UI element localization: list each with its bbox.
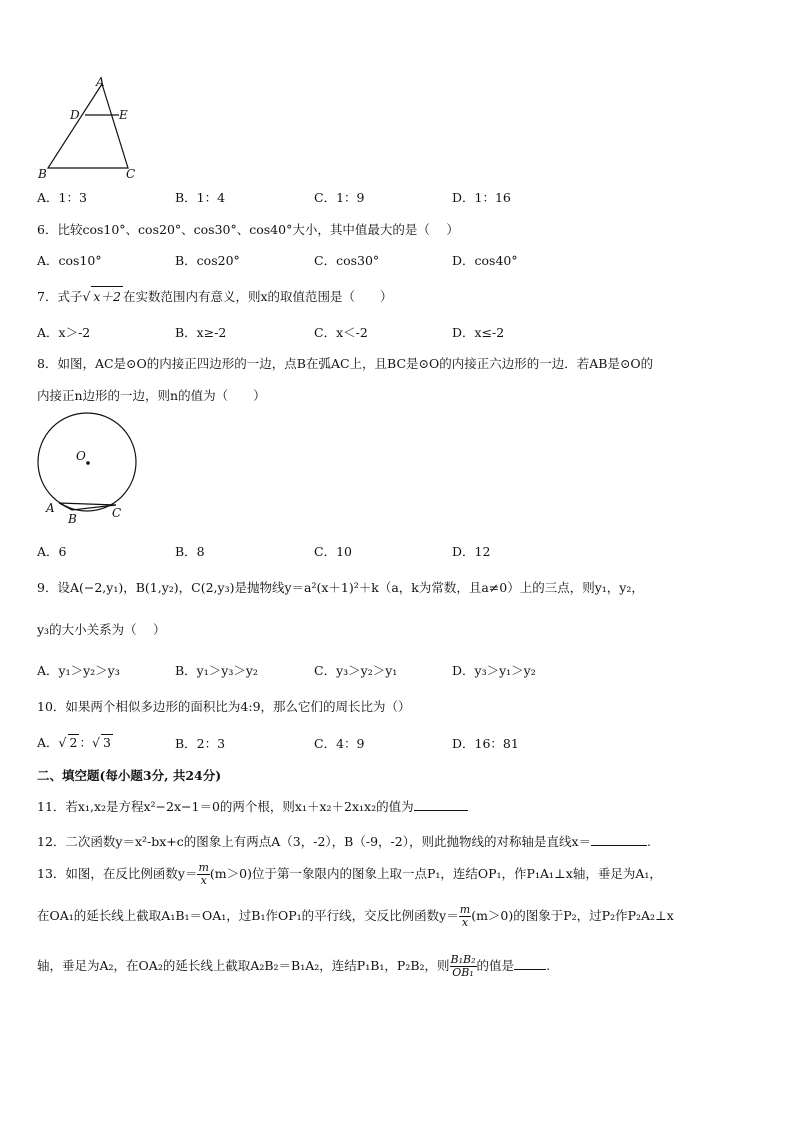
- q13-fraction-1-den: x: [200, 874, 207, 887]
- q10-option-a-root1: 2: [69, 735, 78, 750]
- q13-l1-text-a: 13．如图，在反比例函数y＝: [37, 866, 198, 881]
- radical-sign-icon: √: [82, 289, 91, 304]
- q13-fraction-1-num: m: [198, 861, 209, 874]
- q13-l2-text-a: 在OA₁的延长线上截取A₁B₁＝OA₁，过B₁作OP₁的平行线，交反比例函数y＝: [37, 908, 459, 923]
- q7-option-a[interactable]: A．x＞-2: [37, 325, 91, 340]
- q12-text: 12．二次函数y＝x²-bx+c的图象上有两点A（3，-2），B（-9，-2），则此抛物线的对称轴是直线x＝: [37, 834, 592, 849]
- q10-stem: 10．如果两个相似多边形的面积比为4:9，那么它们的周长比为（）: [37, 699, 411, 714]
- circle-label-b: B: [68, 512, 77, 526]
- vertex-label-c: C: [126, 167, 136, 181]
- q6-option-c[interactable]: C．cos30°: [314, 253, 380, 268]
- q13-fraction-3: [450, 954, 477, 979]
- circle-label-c: C: [112, 506, 122, 520]
- q12-end: .: [647, 834, 652, 849]
- q10-option-c[interactable]: C．4：9: [314, 736, 365, 751]
- q11-answer-blank[interactable]: [414, 798, 468, 811]
- q13-l3-text-a: 轴，垂足为A₂，在OA₂的延长线上截取A₂B₂＝B₁A₂，连结P₁B₁，P₂B₂，则: [37, 958, 450, 973]
- q13-fraction-2: [459, 904, 471, 929]
- triangle-figure: [30, 74, 140, 184]
- q13-answer-blank[interactable]: [514, 957, 546, 970]
- q7-suffix: 在实数范围内有意义，则x的取值范围是（ ）: [122, 289, 393, 304]
- q13-fraction-1: [197, 862, 209, 887]
- q6-option-a[interactable]: A．cos10°: [37, 253, 102, 268]
- q7-option-b[interactable]: B．x≥-2: [175, 325, 227, 340]
- q7-option-c[interactable]: C．x＜-2: [314, 325, 368, 340]
- q8-option-c[interactable]: C．10: [314, 544, 352, 559]
- q10-option-d[interactable]: D．16：81: [452, 736, 519, 751]
- q12-answer-blank[interactable]: [591, 833, 647, 846]
- vertex-label-d: D: [70, 108, 80, 122]
- q8-stem-line2: 内接正n边形的一边，则n的值为（ ）: [37, 388, 266, 403]
- q6-option-d[interactable]: D．cos40°: [452, 253, 518, 268]
- q13-end: .: [546, 958, 551, 973]
- circle-label-o: O: [76, 449, 86, 463]
- q11-text: 11．若x₁,x₂是方程x²−2x−1＝0的两个根，则x₁＋x₂＋2x₁x₂的值为: [37, 799, 414, 814]
- q5-option-b[interactable]: B．1：4: [175, 190, 226, 205]
- q5-option-d[interactable]: D．1：16: [452, 190, 511, 205]
- q13-line3: [37, 954, 550, 979]
- q13-line1: [37, 862, 662, 887]
- circle-figure: [30, 410, 150, 530]
- q9-option-d[interactable]: D．y₃＞y₁＞y₂: [452, 663, 536, 678]
- q13-line2: [37, 904, 674, 929]
- vertex-label-e: E: [119, 108, 128, 122]
- circle-label-a: A: [46, 501, 55, 515]
- q13-l3-text-b: 的值是: [476, 958, 515, 973]
- vertex-label-a: A: [96, 75, 105, 89]
- q7-option-d[interactable]: D．x≤-2: [452, 325, 505, 340]
- q8-option-d[interactable]: D．12: [452, 544, 491, 559]
- q5-option-a[interactable]: A．1：3: [37, 190, 87, 205]
- q9-option-b[interactable]: B．y₁＞y₃＞y₂: [175, 663, 258, 678]
- q5-option-c[interactable]: C．1：9: [314, 190, 365, 205]
- q7-stem: [37, 286, 393, 305]
- q8-option-a[interactable]: A．6: [37, 544, 67, 559]
- q13-fraction-3-num: B₁B₂: [450, 953, 476, 966]
- q13-fraction-2-num: m: [459, 903, 471, 916]
- q10-option-a-sep: ：: [79, 735, 92, 750]
- q8-stem-line1: 8．如图，AC是⊙O的内接正四边形的一边，点B在弧AC上，且BC是⊙O的内接正六边形的一边．若AB是⊙O的: [37, 356, 654, 371]
- q13-fraction-2-den: x: [461, 916, 469, 929]
- q10-option-a-root2: 3: [102, 735, 111, 750]
- q9-option-a[interactable]: A．y₁＞y₂＞y₃: [37, 663, 120, 678]
- q9-option-c[interactable]: C．y₃＞y₂＞y₁: [314, 663, 398, 678]
- q6-option-b[interactable]: B．cos20°: [175, 253, 240, 268]
- q6-stem: 6．比较cos10°、cos20°、cos30°、cos40°大小，其中值最大的是（ ）: [37, 222, 459, 237]
- q11-stem: [37, 797, 468, 815]
- q13-fraction-3-den: OB₁: [452, 966, 474, 979]
- radical-sign-icon: √: [58, 735, 67, 750]
- radical-sign-icon: √: [91, 735, 100, 750]
- section-title: 二、填空题(每小题3分, 共24分): [37, 768, 222, 783]
- q8-option-b[interactable]: B．8: [175, 544, 205, 559]
- q9-stem-line1: 9．设A(−2,y₁)，B(1,y₂)，C(2,y₃)是抛物线y＝a²(x＋1)²＋k（a，k为常数，且a≠0）上的三点，则y₁，y₂，: [37, 580, 644, 595]
- q7-radicand: x＋2: [91, 286, 123, 305]
- q10-option-b[interactable]: B．2：3: [175, 736, 226, 751]
- q10-option-a-prefix: A．: [37, 735, 59, 750]
- q7-prefix: 7．式子: [37, 289, 83, 304]
- q13-l1-text-b: (m＞0)位于第一象限内的图象上取一点P₁，连结OP₁，作P₁A₁⊥x轴，垂足为A₁，: [209, 866, 662, 881]
- q9-stem-line2: y₃的大小关系为（ ）: [37, 622, 166, 637]
- vertex-label-b: B: [38, 167, 47, 181]
- q13-l2-text-b: (m＞0)的图象于P₂，过P₂作P₂A₂⊥x: [471, 908, 674, 923]
- q10-option-a[interactable]: [37, 733, 113, 751]
- q12-stem: [37, 832, 651, 850]
